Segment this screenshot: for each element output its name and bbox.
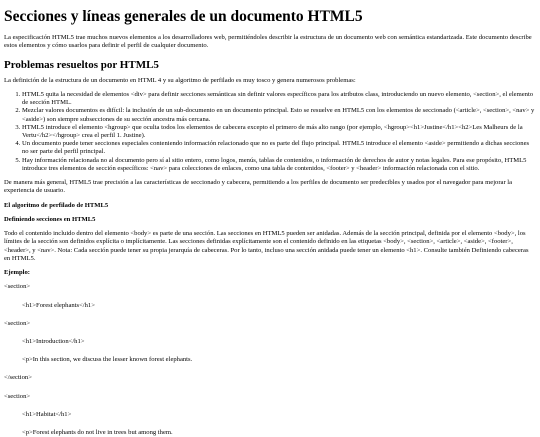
problems-list <box>4 91 536 173</box>
code-line: </section> <box>4 374 32 382</box>
code-line: <p>Forest elephants do not live in trees but among them. <box>22 429 173 437</box>
algorithm-heading: El algoritmo de perfilado de HTML5 <box>4 201 109 209</box>
list-item: 1. HTML5 quita la necesidad de elementos <div> para definir secciones semánticas sin definir valores específicos para los atributos class, introduciendo un nuevo elemento, <section>, el elemento de sección HTML. <box>22 91 536 107</box>
list-item: 4. Un documento puede tener secciones especiales conteniendo información relacionado que no es parte del flujo principal. HTML5 introduce el elemento <aside> permitiendo a dichas secciones no ser parte del perfil principal. <box>22 140 536 156</box>
code-line: <h1>Habitat</h1> <box>22 410 72 418</box>
intro-paragraph: La especificación HTML5 trae muchos nuevos elementos a los desarrolladores web, permitiéndoles describir la estructura de un documento web con semántica estandarizada. Este documento describe estos elementos y cómo usarlos para definir el perfil de cualquier documento. <box>4 34 532 50</box>
page-title: Secciones y líneas generales de un documento HTML5 <box>4 8 363 25</box>
code-line: <section> <box>4 319 31 327</box>
code-line: <section> <box>4 392 31 400</box>
code-line: <p>In this section, we discuss the lesser known forest elephants. <box>22 356 193 364</box>
list-item: 3. HTML5 introduce el elemento <hgroup> que oculta todos los elementos de cabecera excepto el primero de más alto rango (por ejemplo, <hgroup><h1>Justine</h1><h2>Les Malheurs de la Vertu</h2></hgroup> crea el perfil 1. Justine). <box>22 124 536 140</box>
code-line: <h1>Introduction</h1> <box>22 338 85 345</box>
algorithm-subheading: Definiendo secciones en HTML5 <box>4 215 96 223</box>
problems-lead: La definición de la estructura de un documento en HTML 4 y su algoritmo de perfilado es muy tosco y genera numerosos problemas: <box>4 76 356 84</box>
algorithm-body: Todo el contenido incluido dentro del elemento <body> es parte de una sección. Las secciones en HTML5 pueden ser anidadas. Además de la sección principal, definida por el elemento <body>, los límites de la sección son definidos explícita o implícitamente. Las secciones definidas explícitamente son el contenido definido en las etiquetas <body>, <section>, <article>, <aside>, <footer>, <header>, y <nav>. Nota: Cada sección puede tener su propia jerarquía de cabeceras. Por lo tanto, incluso una sección anidada puede tener un elemento <h1>. Consulte también Definiendo cabeceras en HTML5. <box>4 230 529 262</box>
problems-closing: De manera más general, HTML5 trae precisión a las características de seccionado y cabecera, permitiendo a los perfiles de documento ser predecibles y usados por el navegador para mejorar la experiencia de usuario. <box>4 179 513 195</box>
code-line: <section> <box>4 283 31 291</box>
code-line: <h1>Forest elephants</h1> <box>22 301 95 309</box>
list-item: 5. Hay información relacionada no al documento pero sí al sitio entero, como logos, menús, tablas de contenidos, o información de derechos de autor y notas legales. Para ese propósito, HTML5 introduce tres elementos de sección específicos: <nav> para colecciones de enlaces, como una tabla de contenidos, <footer> y <header> información relacionada con el sitio. <box>22 157 536 173</box>
code-example <box>4 283 536 437</box>
example-label: Ejemplo: <box>4 269 31 277</box>
list-item: 2. Mezclar valores documentos es difícil: la inclusión de un sub-documento en un documento principal. Esto se resuelve en HTML5 con los elementos de seccionado (<article>, <section>, <nav> y <aside>) son siempre subsecciones de su sección ancestra más cercana. <box>22 107 536 123</box>
problems-heading: Problemas resueltos por HTML5 <box>4 58 159 71</box>
